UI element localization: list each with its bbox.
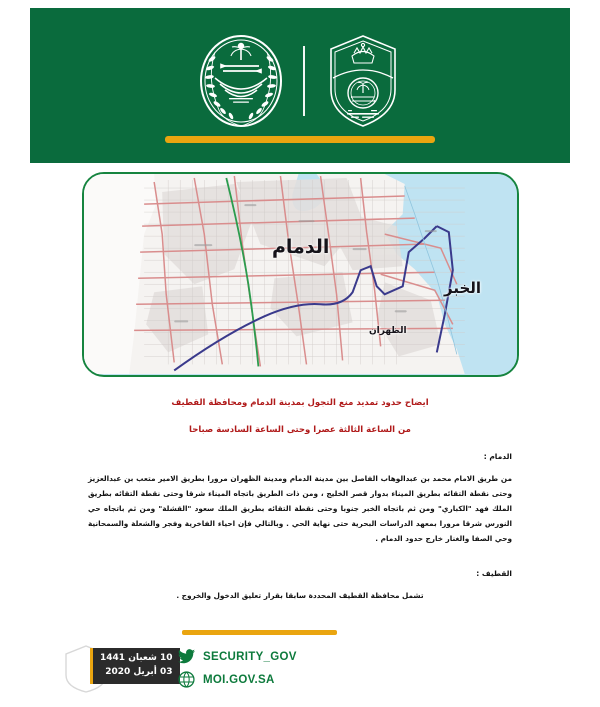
contact-links (178, 648, 297, 688)
map-label-khobar: الخبر (444, 279, 482, 297)
logo-divider (303, 46, 305, 116)
header-logos (30, 28, 570, 133)
section-paragraph-qatif: تشمل محافظة القطيف المحددة سابقا بقرار تعليق الدخول والخروج . (176, 590, 424, 600)
section-heading-qatif: القطيف : (476, 568, 512, 578)
title-line-1: ايضاح حدود تمديد منع التجول بمدينة الدمام ومحافظة القطيف (171, 398, 429, 408)
curfew-area-map (82, 172, 519, 377)
section-heading-dammam: الدمام : (483, 452, 512, 461)
date-gregorian: 03 أبريل 2020 (105, 666, 173, 677)
ministry-of-interior-logo (195, 32, 287, 130)
footer (60, 636, 540, 694)
section-qatif (88, 569, 512, 604)
map-graphic (84, 174, 517, 374)
website-url: MOI.GOV.SA (203, 673, 275, 686)
date-hijri: 10 شعبان 1441 (100, 653, 173, 663)
map-label-dhahran: الظهران (369, 326, 407, 336)
announcement-body (88, 452, 512, 604)
twitter-bird-icon (178, 648, 195, 665)
footer-accent-bar (182, 630, 337, 635)
website-link[interactable] (178, 671, 297, 688)
public-security-shield-logo (321, 32, 405, 130)
title-line-2: من الساعة الثالثة عصرا وحتى الساعة السادسة صباحا (189, 425, 411, 436)
section-dammam (88, 452, 512, 547)
twitter-handle: SECURITY_GOV (203, 650, 297, 663)
publication-date (90, 648, 180, 684)
map-label-dammam: الدمام (272, 236, 330, 258)
section-paragraph-dammam: من طريق الامام محمد بن عبدالوهاب الفاصل بين مدينة الدمام ومدينة الظهران مرورا بطريق الامير متعب بن عبدالعزيز وحتى نقطة التقائه بطريق الميناء بدوار قصر الخليج ، ومن ذات الطريق باتجاه الميناء شرقا وحتى نقطة التقائه بطريق الملك فهد "الكباري" ومن ثم باتجاه الخبر جنوبا وحتى نقطة التقائه بطريق الملك سعود "القشلة" ومن ثم باتجاه حي النورس شرقا مرورا بمعهد الدراسات البحرية حتى نهاية الحي . وبالتالي فإن احياء الفاخرية وفجر والشعلة والسمحانية وحي الصفا والغنار خارج حدود الدمام . (88, 474, 512, 543)
twitter-link[interactable] (178, 648, 297, 665)
globe-web-icon (178, 671, 195, 688)
header-accent-bar (165, 136, 435, 143)
announcement-title (60, 398, 540, 435)
